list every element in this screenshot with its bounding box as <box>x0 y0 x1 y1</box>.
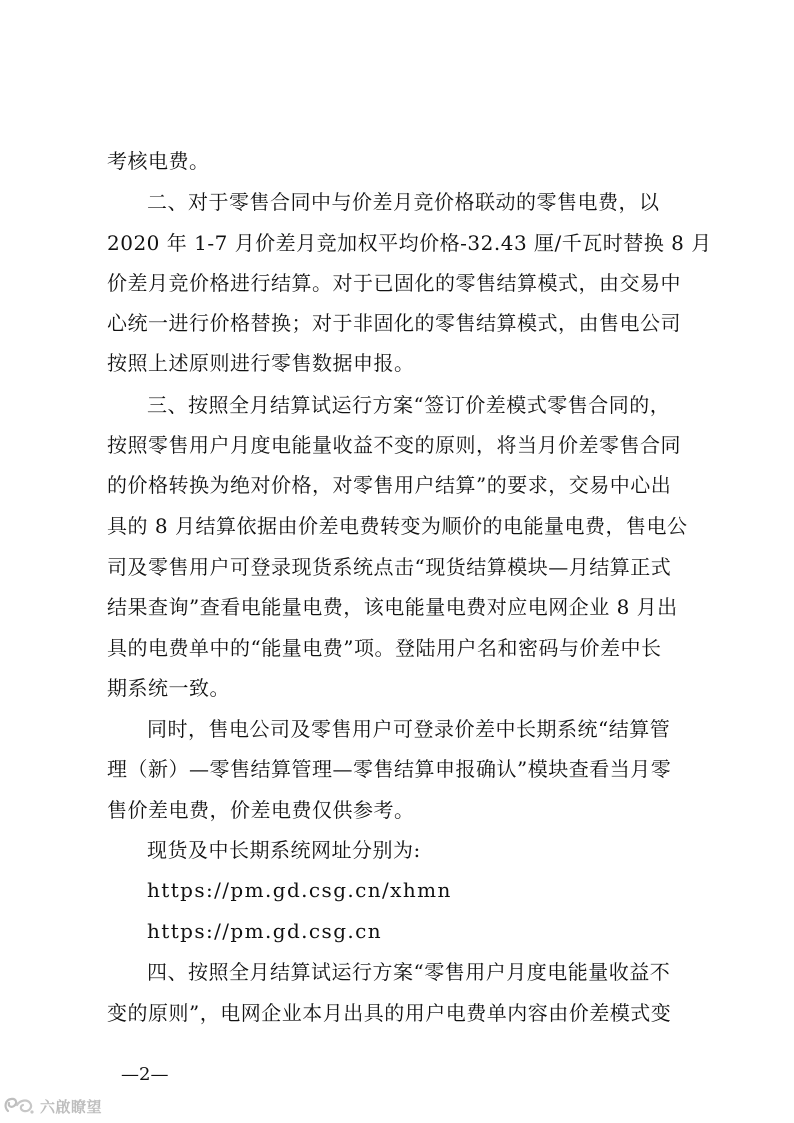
text-line-15: 同时，售电公司及零售用户可登录价差中长期系统“结算管 <box>147 717 671 741</box>
text-line-6: 按照上述原则进行零售数据申报。 <box>107 351 415 375</box>
watermark-text: 六啟瞭望 <box>40 1097 103 1116</box>
text-line-3: 2020 年 1-7 月价差月竞加权平均价格-32.43 厘/千瓦时替换 8 月 <box>107 231 712 255</box>
text-line-16: 理（新）—零售结算管理—零售结算申报确认”模块查看当月零 <box>107 757 672 781</box>
text-line-13: 具的电费单中的“能量电费”项。登陆用户名和密码与价差中长 <box>107 636 662 660</box>
text-line-11: 司及零售用户可登录现货系统点击“现货结算模块—月结算正式 <box>107 555 672 579</box>
text-line-18: 现货及中长期系统网址分别为: <box>147 838 421 862</box>
text-line-2: 二、对于零售合同中与价差月竞价格联动的零售电费，以 <box>147 190 660 214</box>
watermark <box>2 1094 102 1118</box>
text-line-14: 期系统一致。 <box>107 676 230 700</box>
text-line-17: 售价差电费，价差电费仅供参考。 <box>107 798 415 822</box>
page-number: —2— <box>121 1064 169 1085</box>
text-line-7: 三、按照全月结算试运行方案“签订价差模式零售合同的， <box>147 393 671 417</box>
six-degrees-logo-icon <box>2 1095 36 1117</box>
text-line-10: 具的 8 月结算依据由价差电费转变为顺价的电能量电费，售电公 <box>107 514 688 538</box>
text-line-12: 结果查询”查看电能量电费，该电能量电费对应电网企业 8 月出 <box>107 595 678 619</box>
text-line-8: 按照零售用户月度电能量收益不变的原则，将当月价差零售合同 <box>107 433 681 457</box>
url-line-2: https://pm.gd.csg.cn <box>147 919 383 943</box>
text-line-22: 变的原则”，电网企业本月出具的用户电费单内容由价差模式变 <box>107 1001 672 1025</box>
text-line-1: 考核电费。 <box>107 149 210 173</box>
text-line-21: 四、按照全月结算试运行方案“零售用户月度电能量收益不 <box>147 960 671 984</box>
text-line-4: 价差月竞价格进行结算。对于已固化的零售结算模式，由交易中 <box>107 271 681 295</box>
text-line-9: 的价格转换为绝对价格，对零售用户结算”的要求，交易中心出 <box>107 473 672 497</box>
url-line-1: https://pm.gd.csg.cn/xhmn <box>147 878 452 902</box>
text-line-5: 心统一进行价格替换；对于非固化的零售结算模式，由售电公司 <box>107 311 681 335</box>
